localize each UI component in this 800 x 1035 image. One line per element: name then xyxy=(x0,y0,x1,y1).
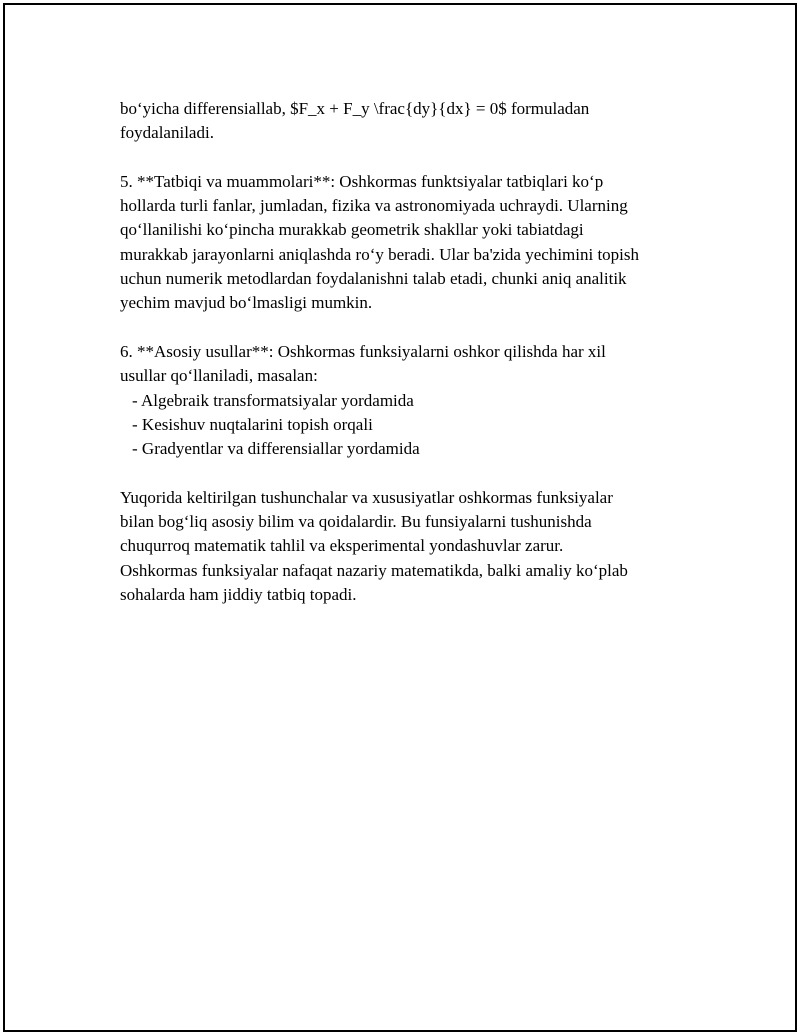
list-item: - Algebraik transformatsiyalar yordamida xyxy=(132,390,414,410)
list-item: - Gradyentlar va differensiallar yordamida xyxy=(132,439,420,459)
document-page xyxy=(3,3,797,1032)
paragraph-conclusion: Yuqorida keltirilgan tushunchalar va xususiyatlar oshkormas funksiyalar bilan bog‘liq asosiy bilim va qoidalardir. Bu funsiyalarni tushunishda chuqurroq matematik tahlil va eksperimental yondashuvlar zarur. Oshkormas funksiyalar nafaqat nazariy matematikda, balki amaliy ko‘plab sohalarda ham jiddiy tatbiq topadi. xyxy=(120,487,628,604)
paragraph-main-methods: 6. **Asosiy usullar**: Oshkormas funksiyalarni oshkor qilishda har xil usullar qo‘llaniladi, masalan: xyxy=(120,341,606,386)
list-item: - Kesishuv nuqtalarini topish orqali xyxy=(132,414,373,434)
document-body xyxy=(120,97,700,632)
paragraph-applications: 5. **Tatbiqi va muammolari**: Oshkormas funktsiyalar tatbiqlari ko‘p hollarda turli fanlar, jumladan, fizika va astronomiyada uchraydi. Ularning qo‘llanilishi ko‘pincha murakkab geometrik shakllar yoki tabiatdagi murakkab jarayonlarni aniqlashda ro‘y beradi. Ular ba'zida yechimini topish uchun numerik metodlardan foydalanishni talab etadi, chunki aniq analitik yechim mavjud bo‘lmasligi mumkin. xyxy=(120,171,640,313)
paragraph-formula-continuation: bo‘yicha differensiallab, $F_x + F_y \frac{dy}{dx} = 0$ formuladan foydalaniladi. xyxy=(120,99,590,143)
methods-list xyxy=(120,389,700,462)
